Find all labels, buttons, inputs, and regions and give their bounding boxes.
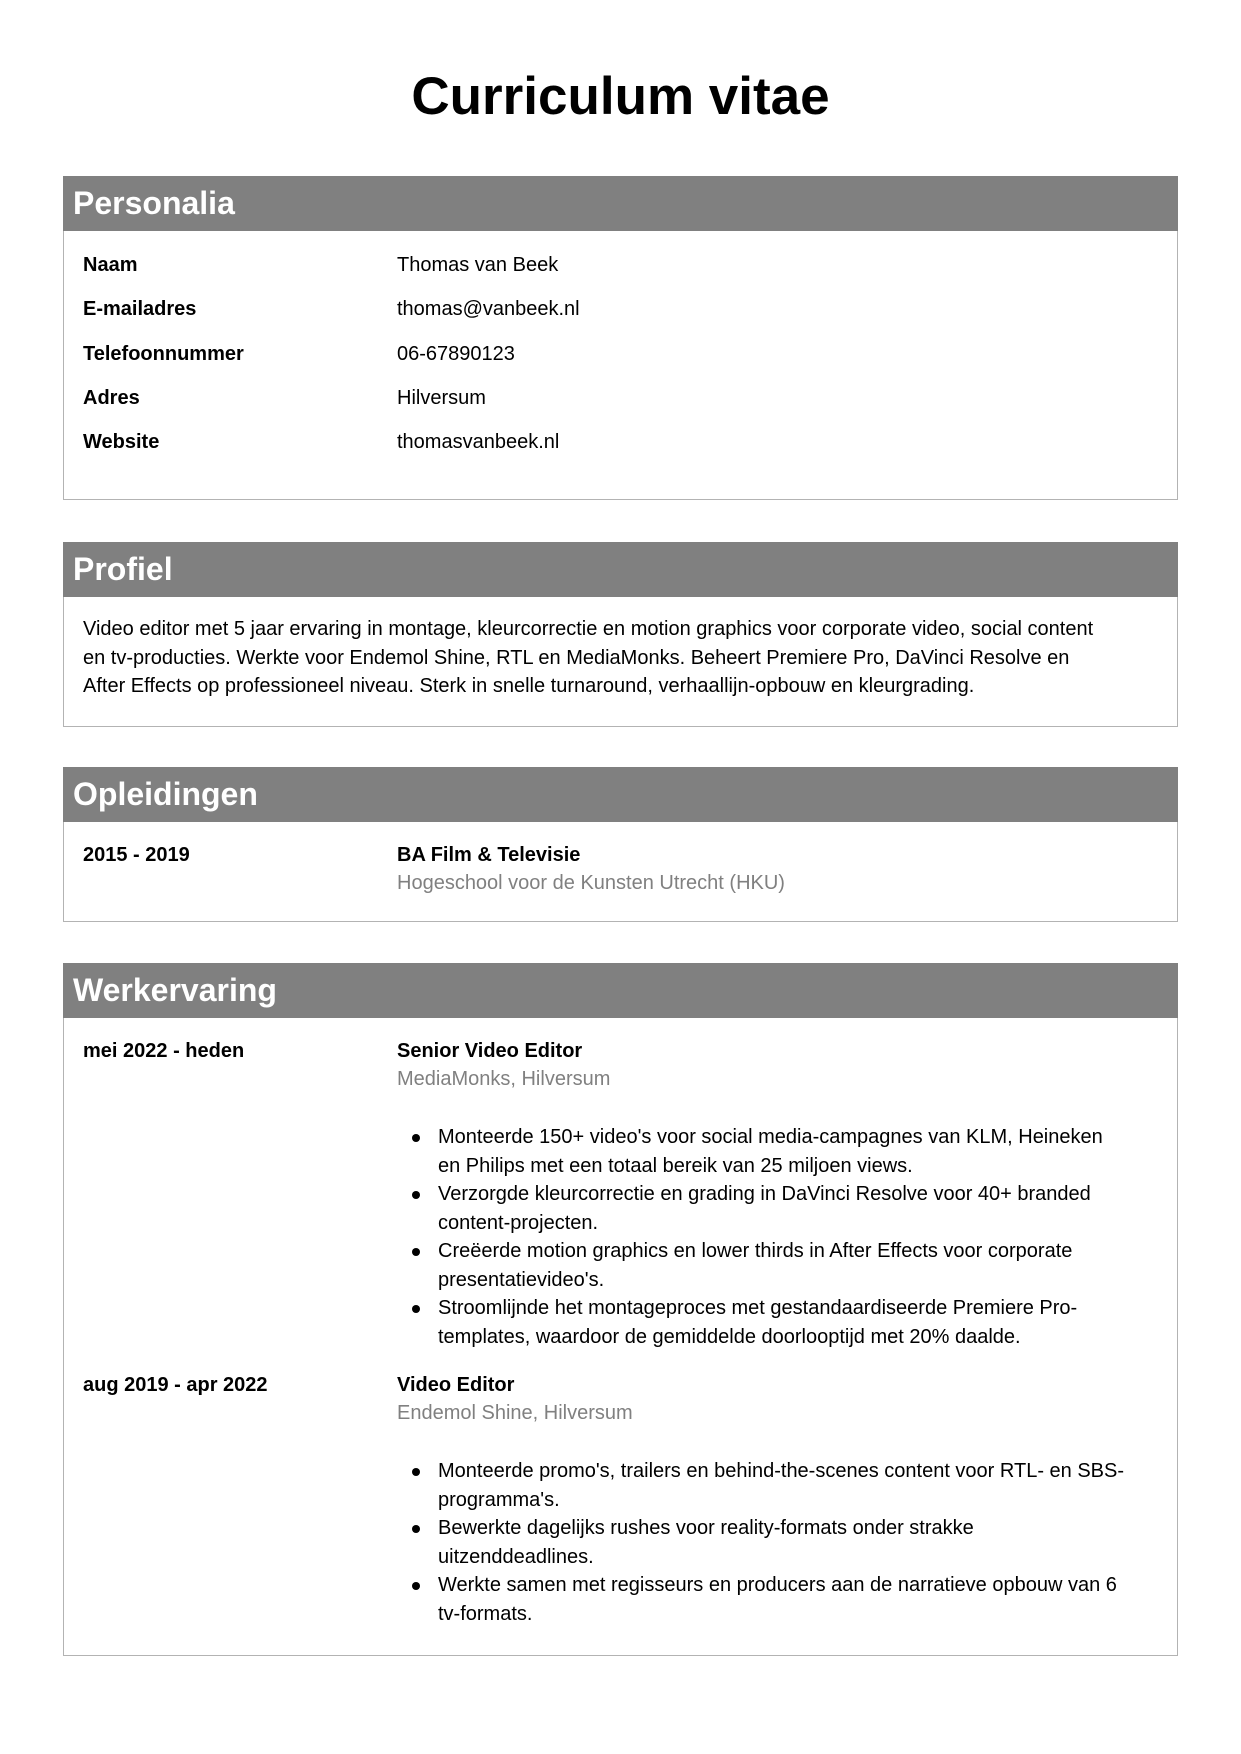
- profile-line: Video editor met 5 jaar ervaring in montage, kleurcorrectie en motion graphics voor corporate video, social content: [83, 618, 1094, 640]
- job-details: [397, 1371, 633, 1427]
- website-value[interactable]: thomasvanbeek.nl: [397, 431, 560, 453]
- opleidingen-section: [63, 767, 1178, 922]
- bullet-item: Werkte samen met regisseurs en producers aan de narratieve opbouw van 6 tv-formats.: [397, 1571, 1157, 1628]
- personalia-label: E-mailadres: [83, 298, 197, 320]
- personalia-label: Website: [83, 431, 160, 453]
- bullet-item: Creëerde motion graphics en lower thirds in After Effects voor corporate presentatievideo's.: [397, 1237, 1157, 1294]
- address-value: Hilversum: [397, 387, 486, 409]
- werkervaring-section: [63, 963, 1178, 1656]
- job-company: MediaMonks, Hilversum: [397, 1068, 611, 1090]
- bullet-item: Monteerde promo's, trailers en behind-the-scenes content voor RTL- en SBS- programma's.: [397, 1457, 1157, 1514]
- opleidingen-heading: Opleidingen: [63, 767, 1178, 822]
- werkervaring-heading: Werkervaring: [63, 963, 1178, 1018]
- personalia-label: Adres: [83, 387, 140, 409]
- profile-line: After Effects op professioneel niveau. Sterk in snelle turnaround, verhaallijn-opbouw en kleurgrading.: [83, 675, 975, 697]
- profiel-heading: Profiel: [63, 542, 1178, 597]
- personalia-label: Naam: [83, 254, 138, 276]
- job-title: Senior Video Editor: [397, 1040, 583, 1062]
- document-title: Curriculum vitae: [411, 67, 830, 126]
- personalia-heading: Personalia: [63, 176, 1178, 231]
- job-title: Video Editor: [397, 1374, 515, 1396]
- job-period: aug 2019 - apr 2022: [83, 1374, 268, 1396]
- bullet-item: Monteerde 150+ video's voor social media-campagnes van KLM, Heineken en Philips met een totaal bereik van 25 miljoen views.: [397, 1123, 1157, 1180]
- phone-value: 06-67890123: [397, 343, 515, 365]
- education-institution: Hogeschool voor de Kunsten Utrecht (HKU): [397, 872, 785, 894]
- personalia-label: Telefoonnummer: [83, 343, 244, 365]
- job-bullets: [397, 1457, 1157, 1628]
- education-details: [397, 841, 785, 897]
- profile-line: en tv-producties. Werkte voor Endemol Shine, RTL en MediaMonks. Beheert Premiere Pro, DaVinci Resolve en: [83, 646, 1070, 669]
- bullet-item: Stroomlijnde het montageproces met gestandaardiseerde Premiere Pro- templates, waardoor de gemiddelde doorlooptijd met 20% daalde.: [397, 1294, 1157, 1351]
- email-value[interactable]: thomas@vanbeek.nl: [397, 298, 580, 320]
- education-period: 2015 - 2019: [83, 844, 190, 866]
- profiel-section: [63, 542, 1178, 727]
- personalia-section: [63, 176, 1178, 500]
- job-details: [397, 1037, 610, 1093]
- bullet-item: Verzorgde kleurcorrectie en grading in DaVinci Resolve voor 40+ branded content-projecten.: [397, 1180, 1157, 1237]
- bullet-item: Bewerkte dagelijks rushes voor reality-formats onder strakke uitzenddeadlines.: [397, 1514, 1157, 1571]
- education-degree: BA Film & Televisie: [397, 844, 581, 866]
- job-company: Endemol Shine, Hilversum: [397, 1402, 633, 1424]
- personalia-value: Thomas van Beek: [397, 254, 559, 276]
- profile-summary: [83, 615, 1158, 701]
- job-period: mei 2022 - heden: [83, 1040, 245, 1062]
- job-bullets: [397, 1123, 1157, 1351]
